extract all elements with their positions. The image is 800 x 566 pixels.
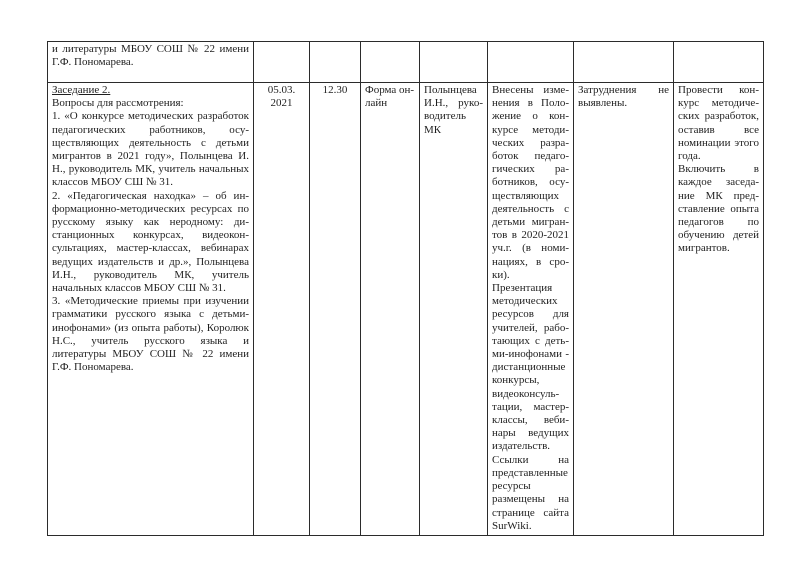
- agenda-item-1: 1. «О конкурсе методических разработок педагогических работников, осуществляющих деятельность с детьми мигрантов в 2021 году», Полынцева И. Н., руководитель МК, учитель начальных классов МБОУ СШ № 31.: [52, 110, 249, 189]
- cell-session-agenda: [48, 83, 254, 536]
- empty-cell: [254, 42, 310, 83]
- agenda-heading: Вопросы для рассмотрения:: [52, 97, 184, 110]
- cell-time: [310, 83, 361, 536]
- difficulties-text: Затруднения не выявлены.: [578, 84, 669, 110]
- table-row-session-2: [48, 83, 764, 536]
- cell-format: [361, 83, 420, 536]
- session-time: 12.30: [322, 84, 348, 96]
- decision-paragraph-2: Включить в каждое заседание МК представление опыта педагогов по обучению детей мигрантов.: [678, 163, 759, 255]
- topic-continuation-text: и литературы МБОУ СОШ № 22 имени Г.Ф. Пономарева.: [52, 43, 249, 69]
- agenda-item-3: 3. «Методические приемы при изучении грамматики русского языка с детьми-инофонами» (из опыта работы), Королюк Н.С., учитель русского языка и литературы МБОУ СОШ № 22 имени Г.Ф. Пономарева.: [52, 295, 249, 374]
- cell-difficulties: [574, 83, 674, 536]
- empty-cell: [420, 42, 488, 83]
- results-paragraph-2: Презентация методических ресурсов для учителей, работающих с детьми-инофонами - дистанционные конкурсы, видеоконсультации, мастер-классы, вебинары ведущих издательств.: [492, 282, 569, 453]
- cell-leader: [420, 83, 488, 536]
- results-paragraph-1: Внесены изменения в Положение о конкурсе методических разработок педагогических работников, осуществляющих деятельность с детьми мигрантов в 2020-2021 уч.г. (в номинациях, в сроки).: [492, 84, 569, 281]
- empty-cell: [574, 42, 674, 83]
- agenda-item-2: 2. «Педагогическая находка» – об информационно-методических ресурсах по русскому языку как неродному: дистанционных конкурсах, видеоконсультациях, мастер-классах, вебинарах ведущих издательств и др.», Полынцева И.Н., руководитель МК, учитель начальных классов МБОУ СШ № 31.: [52, 189, 249, 295]
- meeting-plan-table: [47, 41, 764, 536]
- session-date: 05.03. 2021: [267, 84, 296, 110]
- empty-cell: [674, 42, 764, 83]
- empty-cell: [361, 42, 420, 83]
- results-paragraph-3: Ссылки на представленные ресурсы размещены на странице сайта SurWiki.: [492, 453, 569, 532]
- session-format: Форма он-лайн: [365, 84, 415, 110]
- session-leader: Полынцева И.Н., руководитель МК: [424, 84, 483, 136]
- cell-topic-continuation: [48, 42, 254, 83]
- decision-paragraph-1: Провести конкурс методических разработок, оставив все номинации этого года.: [678, 84, 759, 163]
- cell-decisions: [674, 83, 764, 536]
- session-title: Заседание 2.: [52, 84, 111, 96]
- cell-date: [254, 83, 310, 536]
- empty-cell: [488, 42, 574, 83]
- table-row-continuation: [48, 42, 764, 83]
- empty-cell: [310, 42, 361, 83]
- cell-results: [488, 83, 574, 536]
